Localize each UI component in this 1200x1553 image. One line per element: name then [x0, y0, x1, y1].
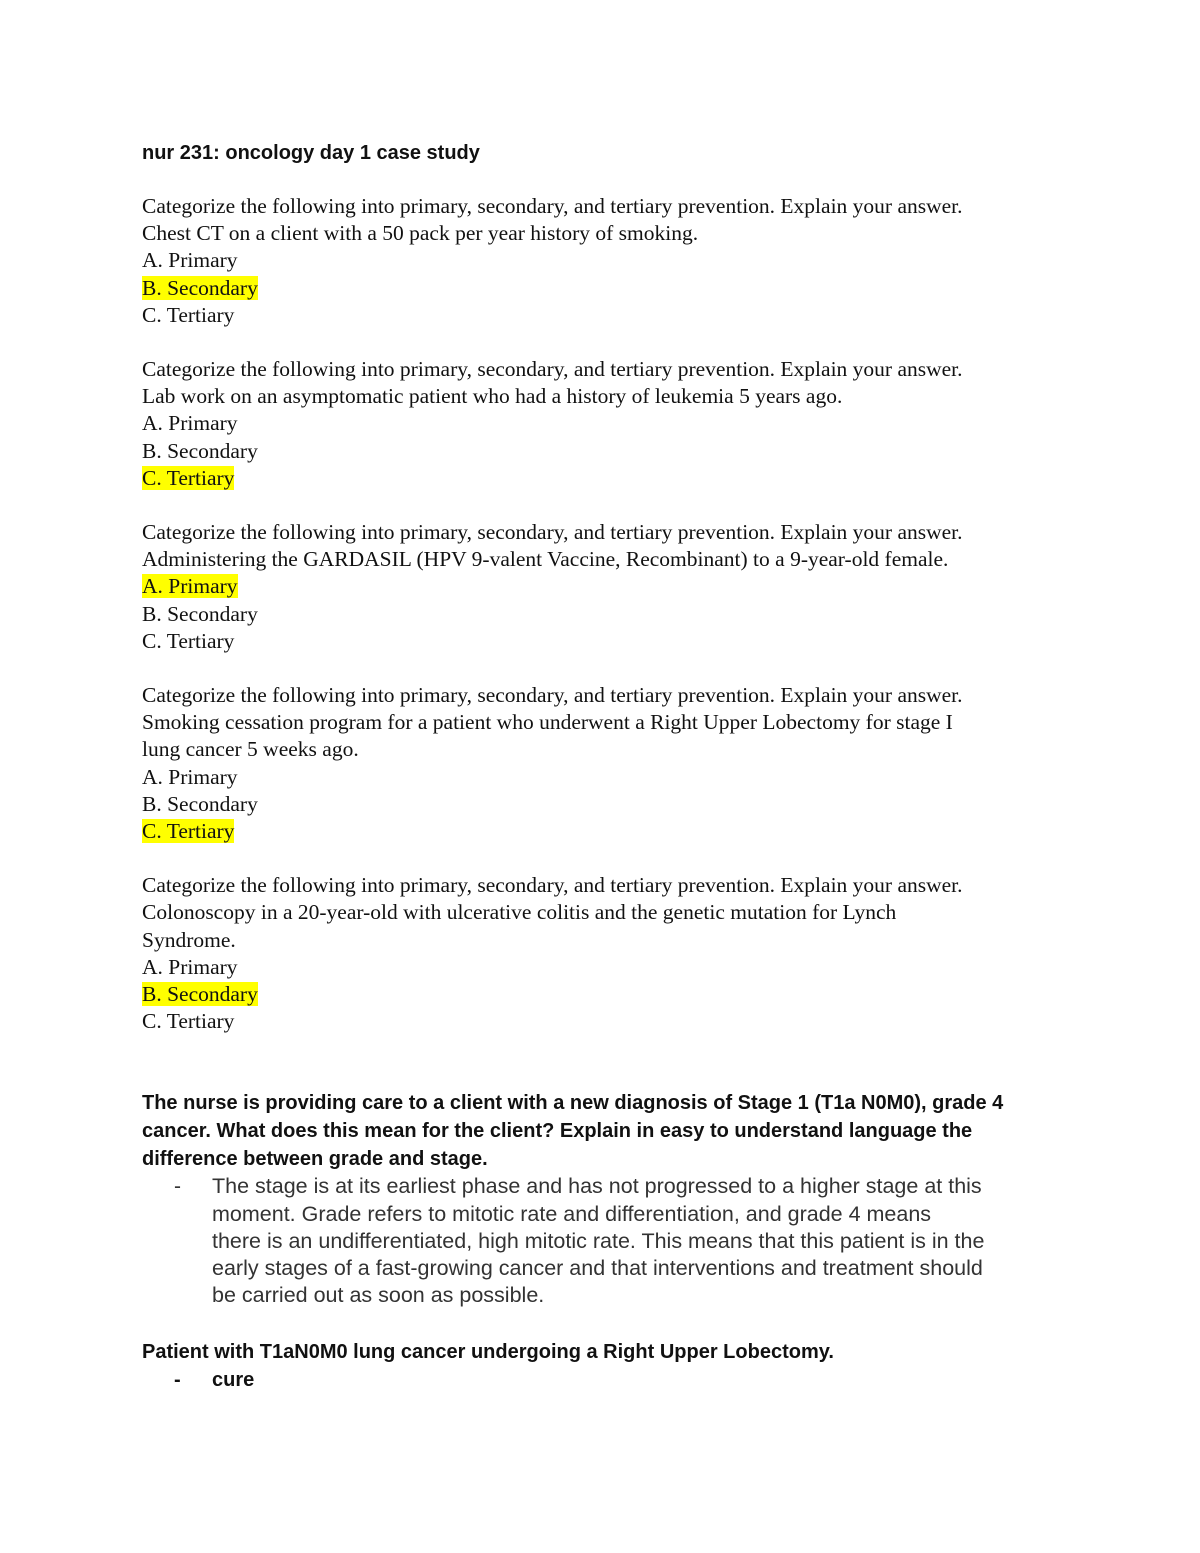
question-3: [142, 519, 1082, 655]
question-prompt: Categorize the following into primary, secondary, and tertiary prevention. Explain your answer.: [142, 194, 963, 218]
option-a: A. Primary: [142, 764, 238, 789]
option-b-highlighted: B. Secondary: [142, 275, 258, 300]
question-scenario: Administering the GARDASIL (HPV 9-valent Vaccine, Recombinant) to a 9-year-old female.: [142, 547, 949, 572]
option-c: C. Tertiary: [142, 628, 235, 653]
question-5: [142, 872, 1082, 1035]
answer-bullet: [142, 1173, 1082, 1309]
question-scenario: Chest CT on a client with a 50 pack per year history of smoking.: [142, 221, 699, 246]
answer-text: The stage is at its earliest phase and has not progressed to a higher stage at this moment. Grade refers to mitotic rate and differentiation, and grade 4 means there is an undifferentiated, high mitotic rate. This means that this patient is in the early stages of a fast-growing cancer and that interventions and treatment should be carried out as soon as possible.: [212, 1174, 985, 1308]
question-scenario-cont: lung cancer 5 weeks ago.: [142, 737, 359, 762]
option-a: A. Primary: [142, 411, 238, 436]
answer-text: cure: [212, 1368, 255, 1391]
bullet-dash: -: [174, 1175, 181, 1199]
question-prompt: Categorize the following into primary, secondary, and tertiary prevention. Explain your answer.: [142, 873, 963, 898]
option-c: C. Tertiary: [142, 302, 235, 327]
option-b-highlighted: B. Secondary: [142, 982, 258, 1007]
short-answer-prompt: Patient with T1aN0M0 lung cancer undergoing a Right Upper Lobectomy.: [142, 1340, 834, 1363]
question-scenario-cont: Syndrome.: [142, 927, 236, 952]
document-title: nur 231: oncology day 1 case study: [142, 142, 480, 164]
question-scenario: Colonoscopy in a 20-year-old with ulcerative colitis and the genetic mutation for Lynch: [142, 900, 897, 925]
question-scenario: Smoking cessation program for a patient who underwent a Right Upper Lobectomy for stage I: [142, 710, 953, 735]
option-c-highlighted: C. Tertiary: [142, 465, 235, 490]
option-c: C. Tertiary: [142, 1009, 235, 1034]
short-answer-1: [142, 1089, 1082, 1309]
question-2: [142, 356, 1082, 492]
option-b: B. Secondary: [142, 601, 258, 626]
option-a: A. Primary: [142, 248, 238, 273]
bullet-dash: -: [174, 1368, 181, 1391]
question-prompt: Categorize the following into primary, secondary, and tertiary prevention. Explain your answer.: [142, 520, 963, 545]
document-page: [142, 140, 1082, 1394]
option-c-highlighted: C. Tertiary: [142, 819, 235, 844]
short-answer-prompt: The nurse is providing care to a client with a new diagnosis of Stage 1 (T1a N0M0), grade 4 cancer. What does this mean for the client? Explain in easy to understand language the difference between grade and stage.: [142, 1092, 1004, 1171]
question-1: [142, 193, 1082, 329]
answer-bullet: [142, 1366, 1082, 1394]
question-scenario: Lab work on an asymptomatic patient who had a history of leukemia 5 years ago.: [142, 384, 843, 409]
option-b: B. Secondary: [142, 791, 258, 816]
question-prompt: Categorize the following into primary, secondary, and tertiary prevention. Explain your answer.: [142, 357, 963, 382]
question-prompt: Categorize the following into primary, secondary, and tertiary prevention. Explain your answer.: [142, 683, 963, 708]
short-answer-2: [142, 1338, 1082, 1394]
question-4: [142, 682, 1082, 845]
option-a-highlighted: A. Primary: [142, 574, 238, 599]
option-a: A. Primary: [142, 954, 238, 979]
option-b: B. Secondary: [142, 438, 258, 463]
